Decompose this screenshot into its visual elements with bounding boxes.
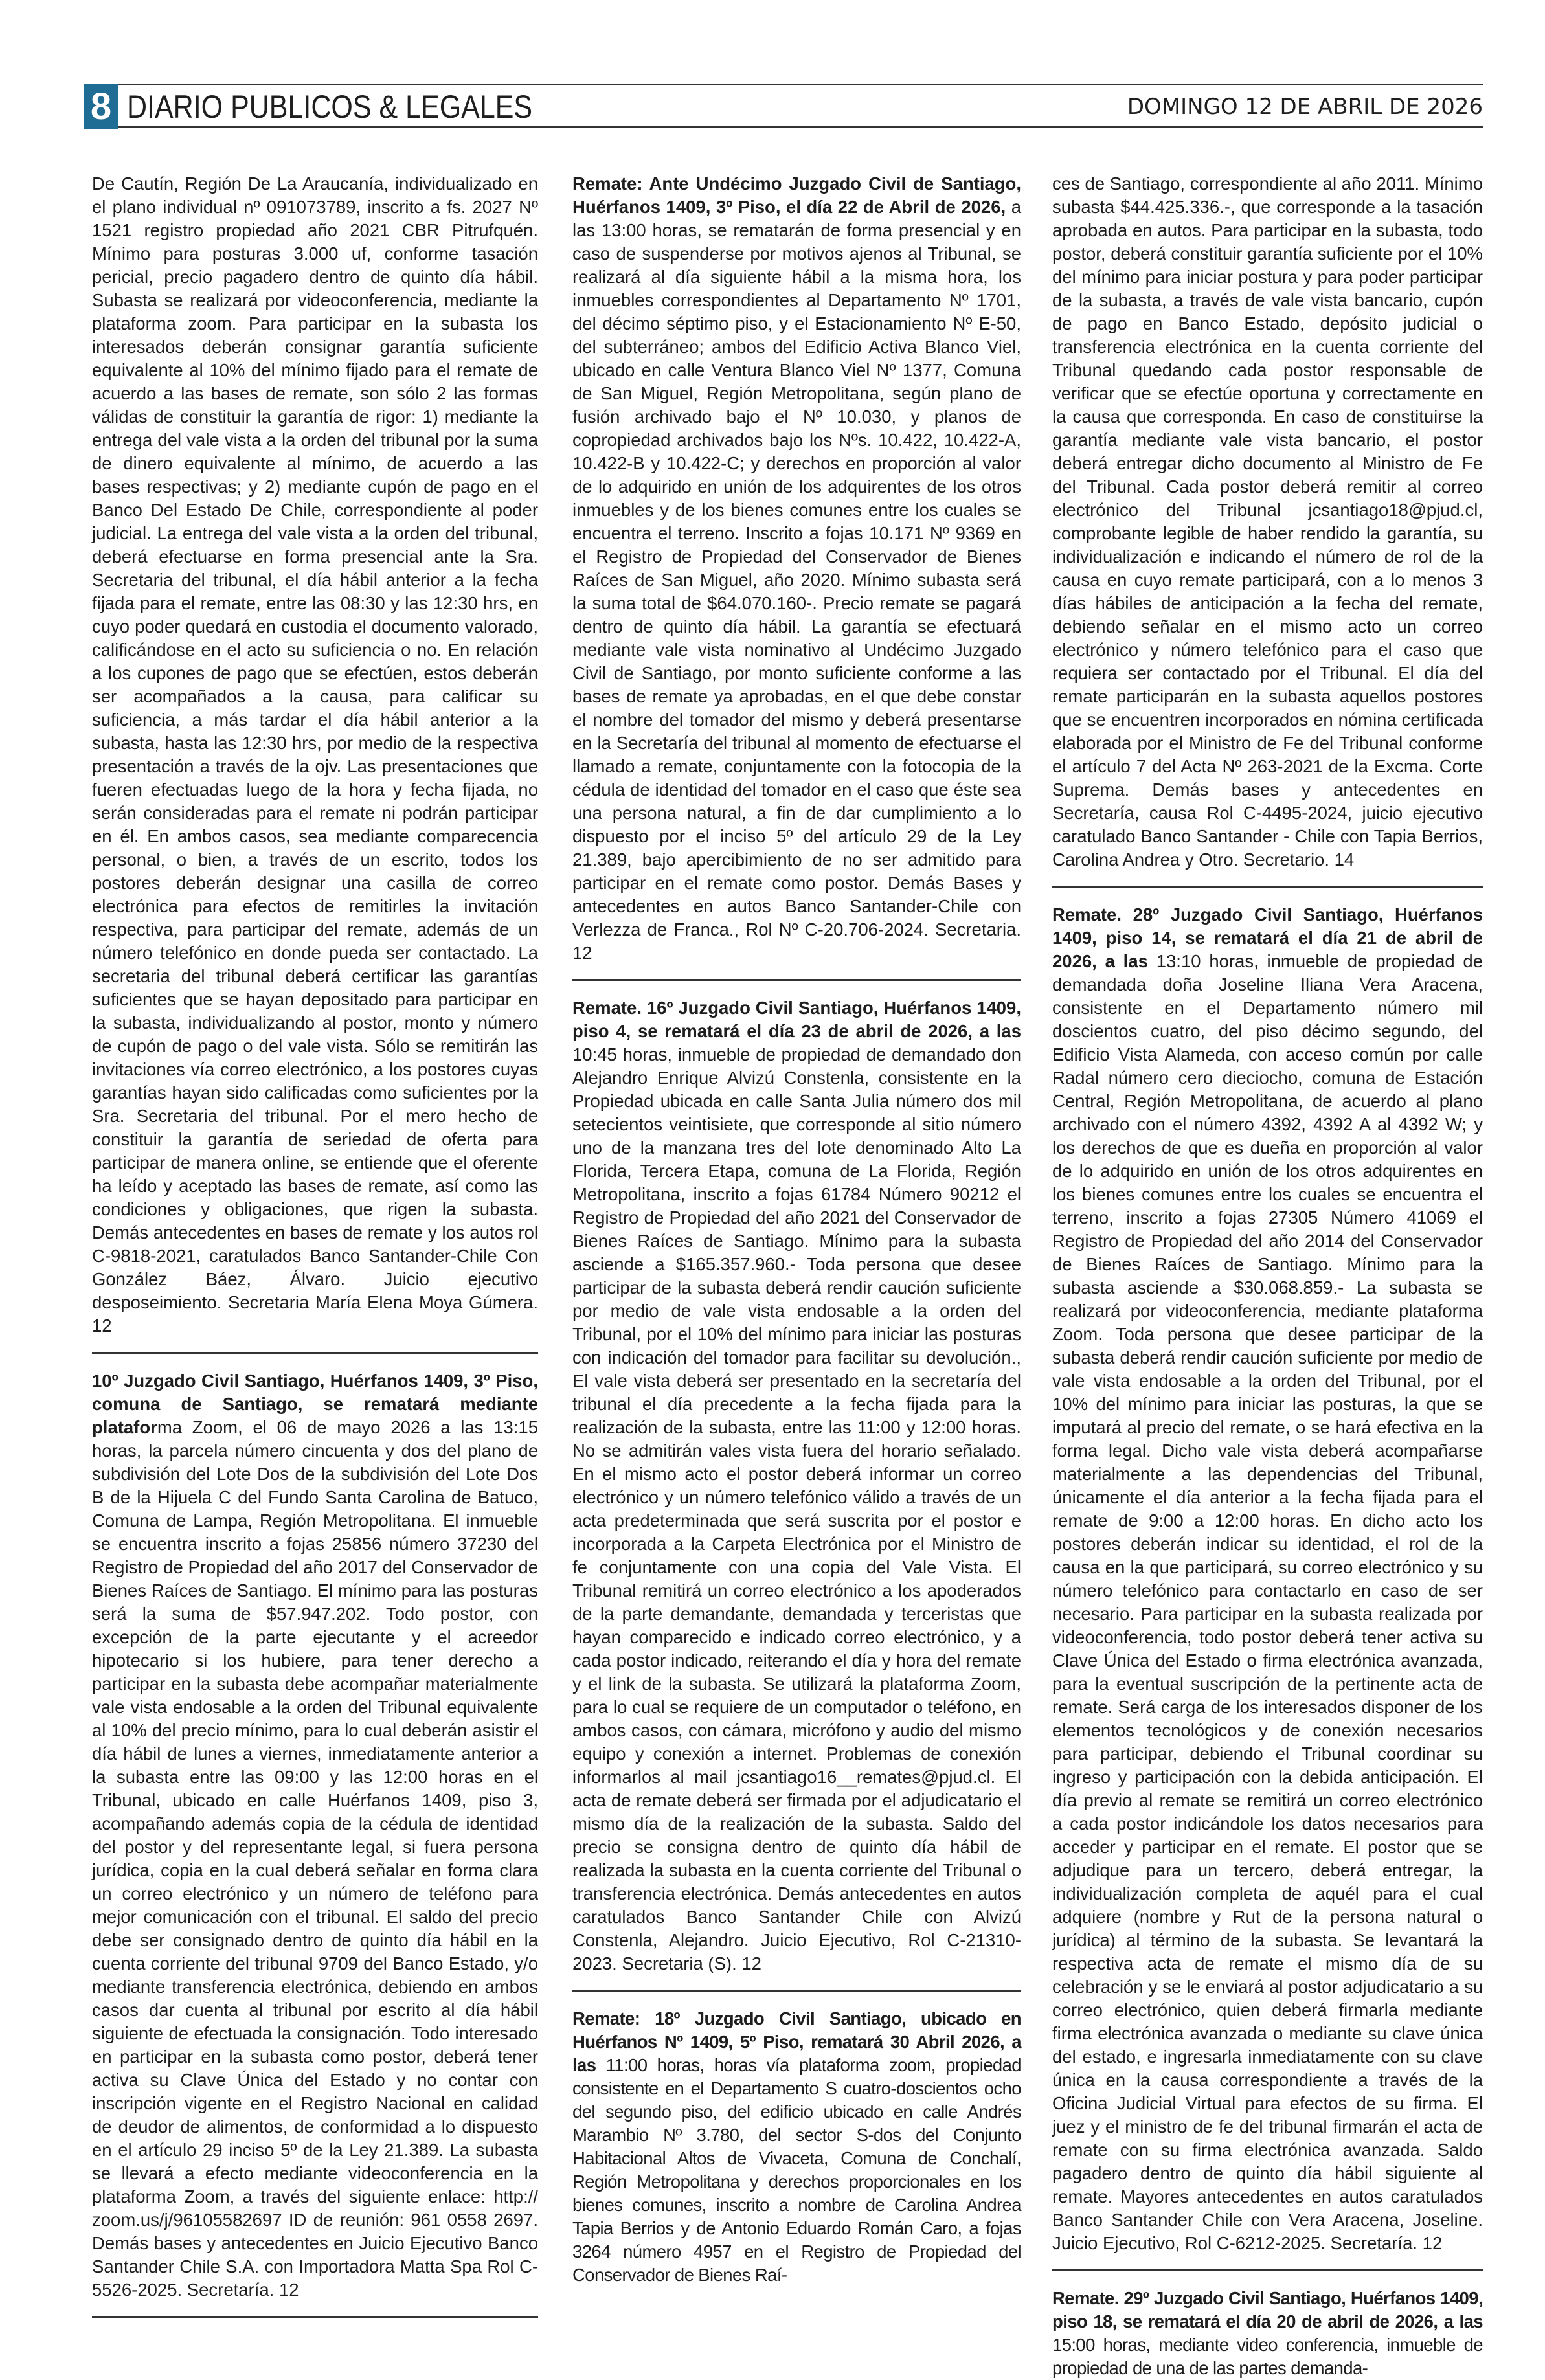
notice-lead: Remate. 28º Juzgado Civil Santiago, Huérfanos 1409, piso 14, se rematará el día 21 de abril de 2026, a las xyxy=(1052,904,1483,971)
notice-body: 15:00 horas, mediante video conferencia, inmueble de propiedad de una de las partes demanda- xyxy=(1052,2335,1483,2378)
notice-29-juzgado xyxy=(1052,2287,1483,2380)
notice-body: ma Zoom, el 06 de mayo 2026 a las 13:15 horas, la parcela número cincuenta y dos del plano de subdivisión del Lote Dos de la subdivisión del Lote Dos B de la Hijuela C del Fundo Santa Carolina de Batuco, Comuna de Lampa, Región Metropolitana. El inmueble se encuentra inscrito a fojas 25856 número 37230 del Registro de Propiedad del año 2017 del Conservador de Bienes Raíces de Santiago. El mínimo para las posturas será la suma de $57.947.202. Todo postor, con excepción de la parte ejecutante y el acreedor hipotecario si los hubiere, para tener derecho a participar en la subasta debe acompañar materialmente vale vista endosable a la orden del Tribunal equivalente al 10% del precio mínimo, para lo cual deberán asistir el día hábil de lunes a viernes, inmediatamente anterior a la subasta entre las 09:00 y las 12:00 horas en el Tribunal, ubicado en calle Huérfanos 1409, piso 3, acompañando además copia de la cédula de identidad del postor y del representante legal, si fuera persona jurídica, copia en la cual deberá señalar en forma clara un correo electrónico y un número de teléfono para mejor comunicación con el tribunal. El saldo del precio debe ser consignado dentro de quinto día hábil en la cuenta corriente del tribunal 9709 del Banco Estado, y/o mediante transferencia electrónica, debiendo en ambos casos dar cuenta al tribunal por escrito al día hábil siguiente de efectuada la consignación. Todo interesado en participar en la subasta como postor, deberá tener activa su Clave Única del Estado y no contar con inscripción vigente en el Registro Nacional en calidad de deudor de alimentos, de conformidad a lo dispuesto en el artículo 29 inciso 5º de la Ley 21.389. La subasta se llevará a efecto mediante videoconferencia en la plataforma Zoom, a través del siguiente enlace: http:// zoom.us/j/96105582697 ID de reunión: 961 0558 2697. Demás bases y antecedentes en Juicio Ejecutivo Banco Santander Chile S.A. con Importadora Matta Spa Rol C-5526-2025. Secretaría. 12 xyxy=(92,1417,538,2300)
notice-separator xyxy=(1052,886,1483,888)
notice-lead: 10º Juzgado Civil Santiago, Huérfanos 1409, 3º Piso, comuna de Santiago, se rematará mediante platafor xyxy=(92,1371,538,1437)
section-title: DIARIO PUBLICOS & LEGALES xyxy=(127,89,533,125)
column-1 xyxy=(92,172,538,2333)
notice-continuation xyxy=(92,172,538,1338)
notice-separator xyxy=(572,1990,1021,1992)
notice-body: ces de Santiago, correspondiente al año 2011. Mínimo subasta $44.425.336.-, que corresponde a la tasación aprobada en autos. Para participar en la subasta, todo postor, deberá constituir garantía suficiente por el 10% del mínimo para iniciar postura y para poder participar de la subasta, a través de vale vista bancario, cupón de pago en Banco Estado, depósito judicial o transferencia electrónica en la cuenta corriente del Tribunal quedando cada postor responsable de verificar que se efectúe oportuna y correctamente en la causa que corresponda. En caso de constituirse la garantía mediante vale vista bancario, el postor deberá entregar dicho documento al Ministro de Fe del Tribunal. Cada postor deberá remitir al correo electrónico del Tribunal jcsantiago18@pjud.cl, comprobante legible de haber rendido la garantía, su individualización e indicando el número de rol de la causa en cuyo remate participará, con a lo menos 3 días hábiles de anticipación a la fecha del remate, debiendo señalar en el mismo acto un correo electrónico y número telefónico para el caso que requiera ser contactado por el Tribunal. El día del remate participarán en la subasta aquellos postores que se encuentren incorporados en nómina certificada elaborada por el Ministro de Fe del Tribunal conforme el artículo 7 del Acta Nº 263-2021 de la Excma. Corte Suprema. Demás bases y antecedentes en Secretaría, causa Rol C-4495-2024, juicio ejecutivo caratulado Banco Santander - Chile con Tapia Berrios, Carolina Andrea y Otro. Secretario. 14 xyxy=(1052,174,1483,870)
notice-separator xyxy=(92,2316,538,2318)
notice-28-juzgado xyxy=(1052,903,1483,2255)
notice-lead: Remate: Ante Undécimo Juzgado Civil de Santiago, Huérfanos 1409, 3º Piso, el día 22 de Abril de 2026, xyxy=(572,174,1021,217)
notice-body: 10:45 horas, inmueble de propiedad de demandado don Alejandro Enrique Alvizú Constenla, consistente en la Propiedad ubicada en calle Santa Julia número dos mil setecientos veintisiete, que corresponde al sitio número uno de la manzana tres del lote denominado Alto La Florida, Tercera Etapa, comuna de La Florida, Región Metropolitana, inscrito a fojas 61784 Número 90212 el Registro de Propiedad del año 2021 del Conservador de Bienes Raíces de Santiago. Mínimo para la subasta asciende a $165.357.960.- Toda persona que desee participar de la subasta deberá rendir caución suficiente por medio de vale vista endosable a la orden del Tribunal, por el 10% del mínimo para iniciar las posturas con indicación del tomador para facilitar su devolución., El vale vista deberá ser presentado en la secretaría del tribunal el día precedente a la fecha fijada para la realización de la subasta, entre las 11:00 y 12:00 horas. No se admitirán vales vista fuera del horario señalado. En el mismo acto el postor deberá informar un correo electrónico y un número telefónico válido a través de un acta predeterminada que será suscrita por el postor e incorporada a la Carpeta Electrónica por el Ministro de fe conjuntamente con una copia del Vale Vista. El Tribunal remitirá un correo electrónico a los apoderados de la parte demandante, demandada y terceristas que hayan comparecido e indicado correo electrónico, y a cada postor indicado, reiterando el día y hora del remate y el link de la subasta. Se utilizará la plataforma Zoom, para lo cual se requiere de un computador o teléfono, en ambos casos, con cámara, micrófono y audio del mismo equipo y conexión a internet. Problemas de conexión informarlos al mail jcsantiago16__remates@pjud.cl. El acta de remate deberá ser firmada por el adjudicatario el mismo día de la realización de la subasta. Saldo del precio se consigna dentro de quinto día hábil de realizada la subasta en la cuenta corriente del Tribunal o transferencia electrónica. Demás antecedentes en autos caratulados Banco Santander Chile con Alvizú Constenla, Alejandro. Juicio Ejecutivo, Rol C-21310-2023. Secretaria (S). 12 xyxy=(572,1044,1021,1973)
header-rule-top xyxy=(118,84,1483,85)
page-number-badge: 8 xyxy=(84,84,118,129)
notice-18-juzgado-continuation xyxy=(1052,172,1483,871)
notice-body: 11:00 horas, horas vía plataforma zoom, propiedad consistente en el Departamento S cuatro-doscientos ocho del segundo piso, del edificio ubicado en calle Andrés Marambio Nº 3.780, del sector S-dos del Conjunto Habitacional Altos de Vivaceta, Comuna de Conchalí, Región Metropolitana y derechos proporcionales en los bienes comunes, inscrito a nombre de Carolina Andrea Tapia Berrios y de Antonio Eduardo Román Caro, a fojas 3264 número 4957 en el Registro de Propiedad del Conservador de Bienes Raí- xyxy=(572,2055,1021,2285)
notice-separator xyxy=(92,1352,538,1354)
column-2 xyxy=(572,172,1021,2287)
notice-body: 13:10 horas, inmueble de propiedad de demandada doña Joseline Iliana Vera Aracena, consistente en el Departamento número mil doscientos cuatro, del piso décimo segundo, del Edificio Vista Alameda, con acceso común por calle Radal número cero dieciocho, comuna de Estación Central, Región Metropolitana, de acuerdo al plano archivado con el número 4392, 4392 A al 4392 W; y los derechos de que es dueña en proporción al valor de lo adquirido en unión de los otros adquirentes en los bienes comunes entre los cuales se encuentra el terreno, inscrito a fojas 27305 Número 41069 el Registro de Propiedad del año 2014 del Conservador de Bienes Raíces de Santiago. Mínimo para la subasta asciende a $30.068.859.- La subasta se realizará por videoconferencia, mediante plataforma Zoom. Toda persona que desee participar de la subasta deberá rendir caución suficiente por medio de vale vista endosable a la orden del Tribunal, por el 10% del mínimo para iniciar las posturas, la que se imputará al precio del remate, o se hará efectiva en la forma legal. Dicho vale vista deberá acompañarse materialmente a las dependencias del Tribunal, únicamente el día anterior a la fecha fijada para el remate de 9:00 a 12:00 horas. En dicho acto los postores deberán indicar su identidad, el rol de la causa en la que participará, su correo electrónico y su número telefónico para contactarlo en caso de ser necesario. Para participar en la subasta realizada por videoconferencia, todo postor deberá tener activa su Clave Única del Estado o firma electrónica avanzada, para la eventual suscripción de la pertinente acta de remate. Será carga de los interesados disponer de los elementos tecnológicos y de conexión necesarios para participar, debiendo el Tribunal coordinar su ingreso y participación con la debida anticipación. El día previo al remate se remitirá un correo electrónico a cada postor indicándole los datos necesarios para acceder y participar en el remate. El postor que se adjudique para un tercero, deberá entregar, la individualización completa de aquél para el cual adquiere (nombre y Rut de la persona natural o jurídica) al término de la subasta. Se levantará la respectiva acta de remate el mismo día de su celebración y se le enviará al postor adjudicatario a su correo electrónico, quien deberá firmarla mediante firma electrónica avanzada o mediante su clave única del estado, e ingresarla inmediatamente con su clave única en la causa correspondiente a través de la Oficina Judicial Virtual para efectos de su firma. El juez y el ministro de fe del tribunal firmarán el acta de remate con su firma electrónica avanzada. Saldo pagadero dentro de quinto día hábil siguiente al remate. Mayores antecedentes en autos caratulados Banco Santander Chile con Vera Aracena, Joseline. Juicio Ejecutivo, Rol C-6212-2025. Secretaría. 12 xyxy=(1052,951,1483,2253)
notice-lead: Remate. 29º Juzgado Civil Santiago, Huérfanos 1409, piso 18, se rematará el día 20 de abril de 2026, a las xyxy=(1052,2288,1483,2331)
notice-11-juzgado xyxy=(572,172,1021,965)
notice-separator xyxy=(572,979,1021,981)
header-rule-bottom xyxy=(118,126,1483,128)
notice-10-juzgado xyxy=(92,1369,538,2302)
notice-18-juzgado xyxy=(572,2007,1021,2287)
notice-body: De Cautín, Región De La Araucanía, individualizado en el plano individual nº 091073789, inscrito a fs. 2027 Nº 1521 registro propiedad año 2021 CBR Pitrufquén. Mínimo para posturas 3.000 uf, conforme tasación pericial, precio pagadero dentro de quinto día hábil. Subasta se realizará por videoconferencia, mediante la plataforma zoom. Para participar en la subasta los interesados deberán consignar garantía suficiente equivalente al 10% del mínimo fijado para el remate de acuerdo a las bases de remate, son sólo 2 las formas válidas de constituir la garantía de rigor: 1) mediante la entrega del vale vista a la orden del tribunal por la suma de dinero equivalente al mínimo, de acuerdo a las bases respectivas; y 2) mediante cupón de pago en el Banco Del Estado De Chile, correspondiente al poder judicial. La entrega del vale vista a la orden del tribunal, deberá efectuarse en forma presencial ante la Sra. Secretaria del tribunal, el día hábil anterior a la fecha fijada para el remate, entre las 08:30 y las 12:30 hrs, en cuyo poder quedará en custodia el documento valorado, calificándose en el acto su suficiencia o no. En relación a los cupones de pago que se efectúen, estos deberán ser acompañados a la causa, para calificar su suficiencia, a más tardar el día hábil anterior a la subasta, hasta las 12:30 hrs, por medio de la respectiva presentación a través de la ojv. Las presentaciones que fueren efectuadas luego de la hora y fecha fijada, no serán consideradas para el remate ni podrán participar en él. En ambos casos, sea mediante comparecencia personal, o bien, a través de un escrito, todos los postores deberán designar una casilla de correo electrónica para efectos de remitirles la invitación respectiva, para participar del remate, además de un número telefónico en donde pueda ser contactado. La secretaria del tribunal deberá certificar las garantías suficientes que se hayan depositado para participar en la subasta, individualizando al postor, monto y número de cupón de pago o del vale vista. Sólo se remitirán las invitaciones vía correo electrónico, a los postores cuyas garantías hayan sido calificadas como suficientes por la Sra. Secretaria del tribunal. Por el mero hecho de constituir la garantía de seriedad de oferta para participar de manera online, se entiende que el oferente ha leído y aceptado las bases de remate, así como las condiciones y obligaciones, que rigen la subasta. Demás antecedentes en bases de remate y los autos rol C-9818-2021, caratulados Banco Santander-Chile Con González Báez, Álvaro. Juicio ejecutivo desposeimiento. Secretaria María Elena Moya Gúmera. 12 xyxy=(92,174,538,1336)
notice-lead: Remate. 16º Juzgado Civil Santiago, Huérfanos 1409, piso 4, se rematará el día 23 de abril de 2026, a las xyxy=(572,998,1021,1041)
notice-body: a las 13:00 horas, se rematarán de forma presencial y en caso de suspenderse por motivos ajenos al Tribunal, se realizará al día siguiente hábil a la misma hora, los inmuebles correspondientes al Departamento Nº 1701, del décimo séptimo piso, y el Estacionamiento Nº E-50, del subterráneo; ambos del Edificio Activa Blanco Viel, ubicado en calle Ventura Blanco Viel Nº 1377, Comuna de San Miguel, Región Metropolitana, según plano de fusión archivado bajo el Nº 10.030, y planos de copropiedad archivados bajo los Nºs. 10.422, 10.422-A, 10.422-B y 10.422-C; y derechos en proporción al valor de lo adquirido en unión de los adquirentes de los otros inmuebles y de los bienes comunes entre los cuales se encuentra el terreno. Inscrito a fojas 10.171 Nº 9369 en el Registro de Propiedad del Conservador de Bienes Raíces de San Miguel, año 2020. Mínimo subasta será la suma total de $64.070.160-. Precio remate se pagará dentro de quinto día hábil. La garantía se efectuará mediante vale vista nominativo al Undécimo Juzgado Civil de Santiago, por monto suficiente conforme a las bases de remate ya aprobadas, en el que debe constar el nombre del tomador del mismo y deberá presentarse en la Secretaría del tribunal al momento de efectuarse el llamado a remate, conjuntamente con la fotocopia de la cédula de identidad del tomador en el caso que éste sea una persona natural, a fin de dar cumplimiento a lo dispuesto por el inciso 5º del artículo 29 de la Ley 21.389, bajo apercibimiento de no ser admitido para participar en el remate como postor. Demás Bases y antecedentes en autos Banco Santander-Chile con Verlezza de Franca., Rol Nº C-20.706-2024. Secretaria. 12 xyxy=(572,197,1021,963)
notice-16-juzgado xyxy=(572,996,1021,1975)
column-3 xyxy=(1052,172,1483,2380)
notice-lead: Remate: 18º Juzgado Civil Santiago, ubicado en Huérfanos Nº 1409, 5º Piso, rematará 30 Abril 2026, a las xyxy=(572,2008,1021,2075)
issue-date: DOMINGO 12 DE ABRIL DE 2026 xyxy=(1127,94,1483,120)
